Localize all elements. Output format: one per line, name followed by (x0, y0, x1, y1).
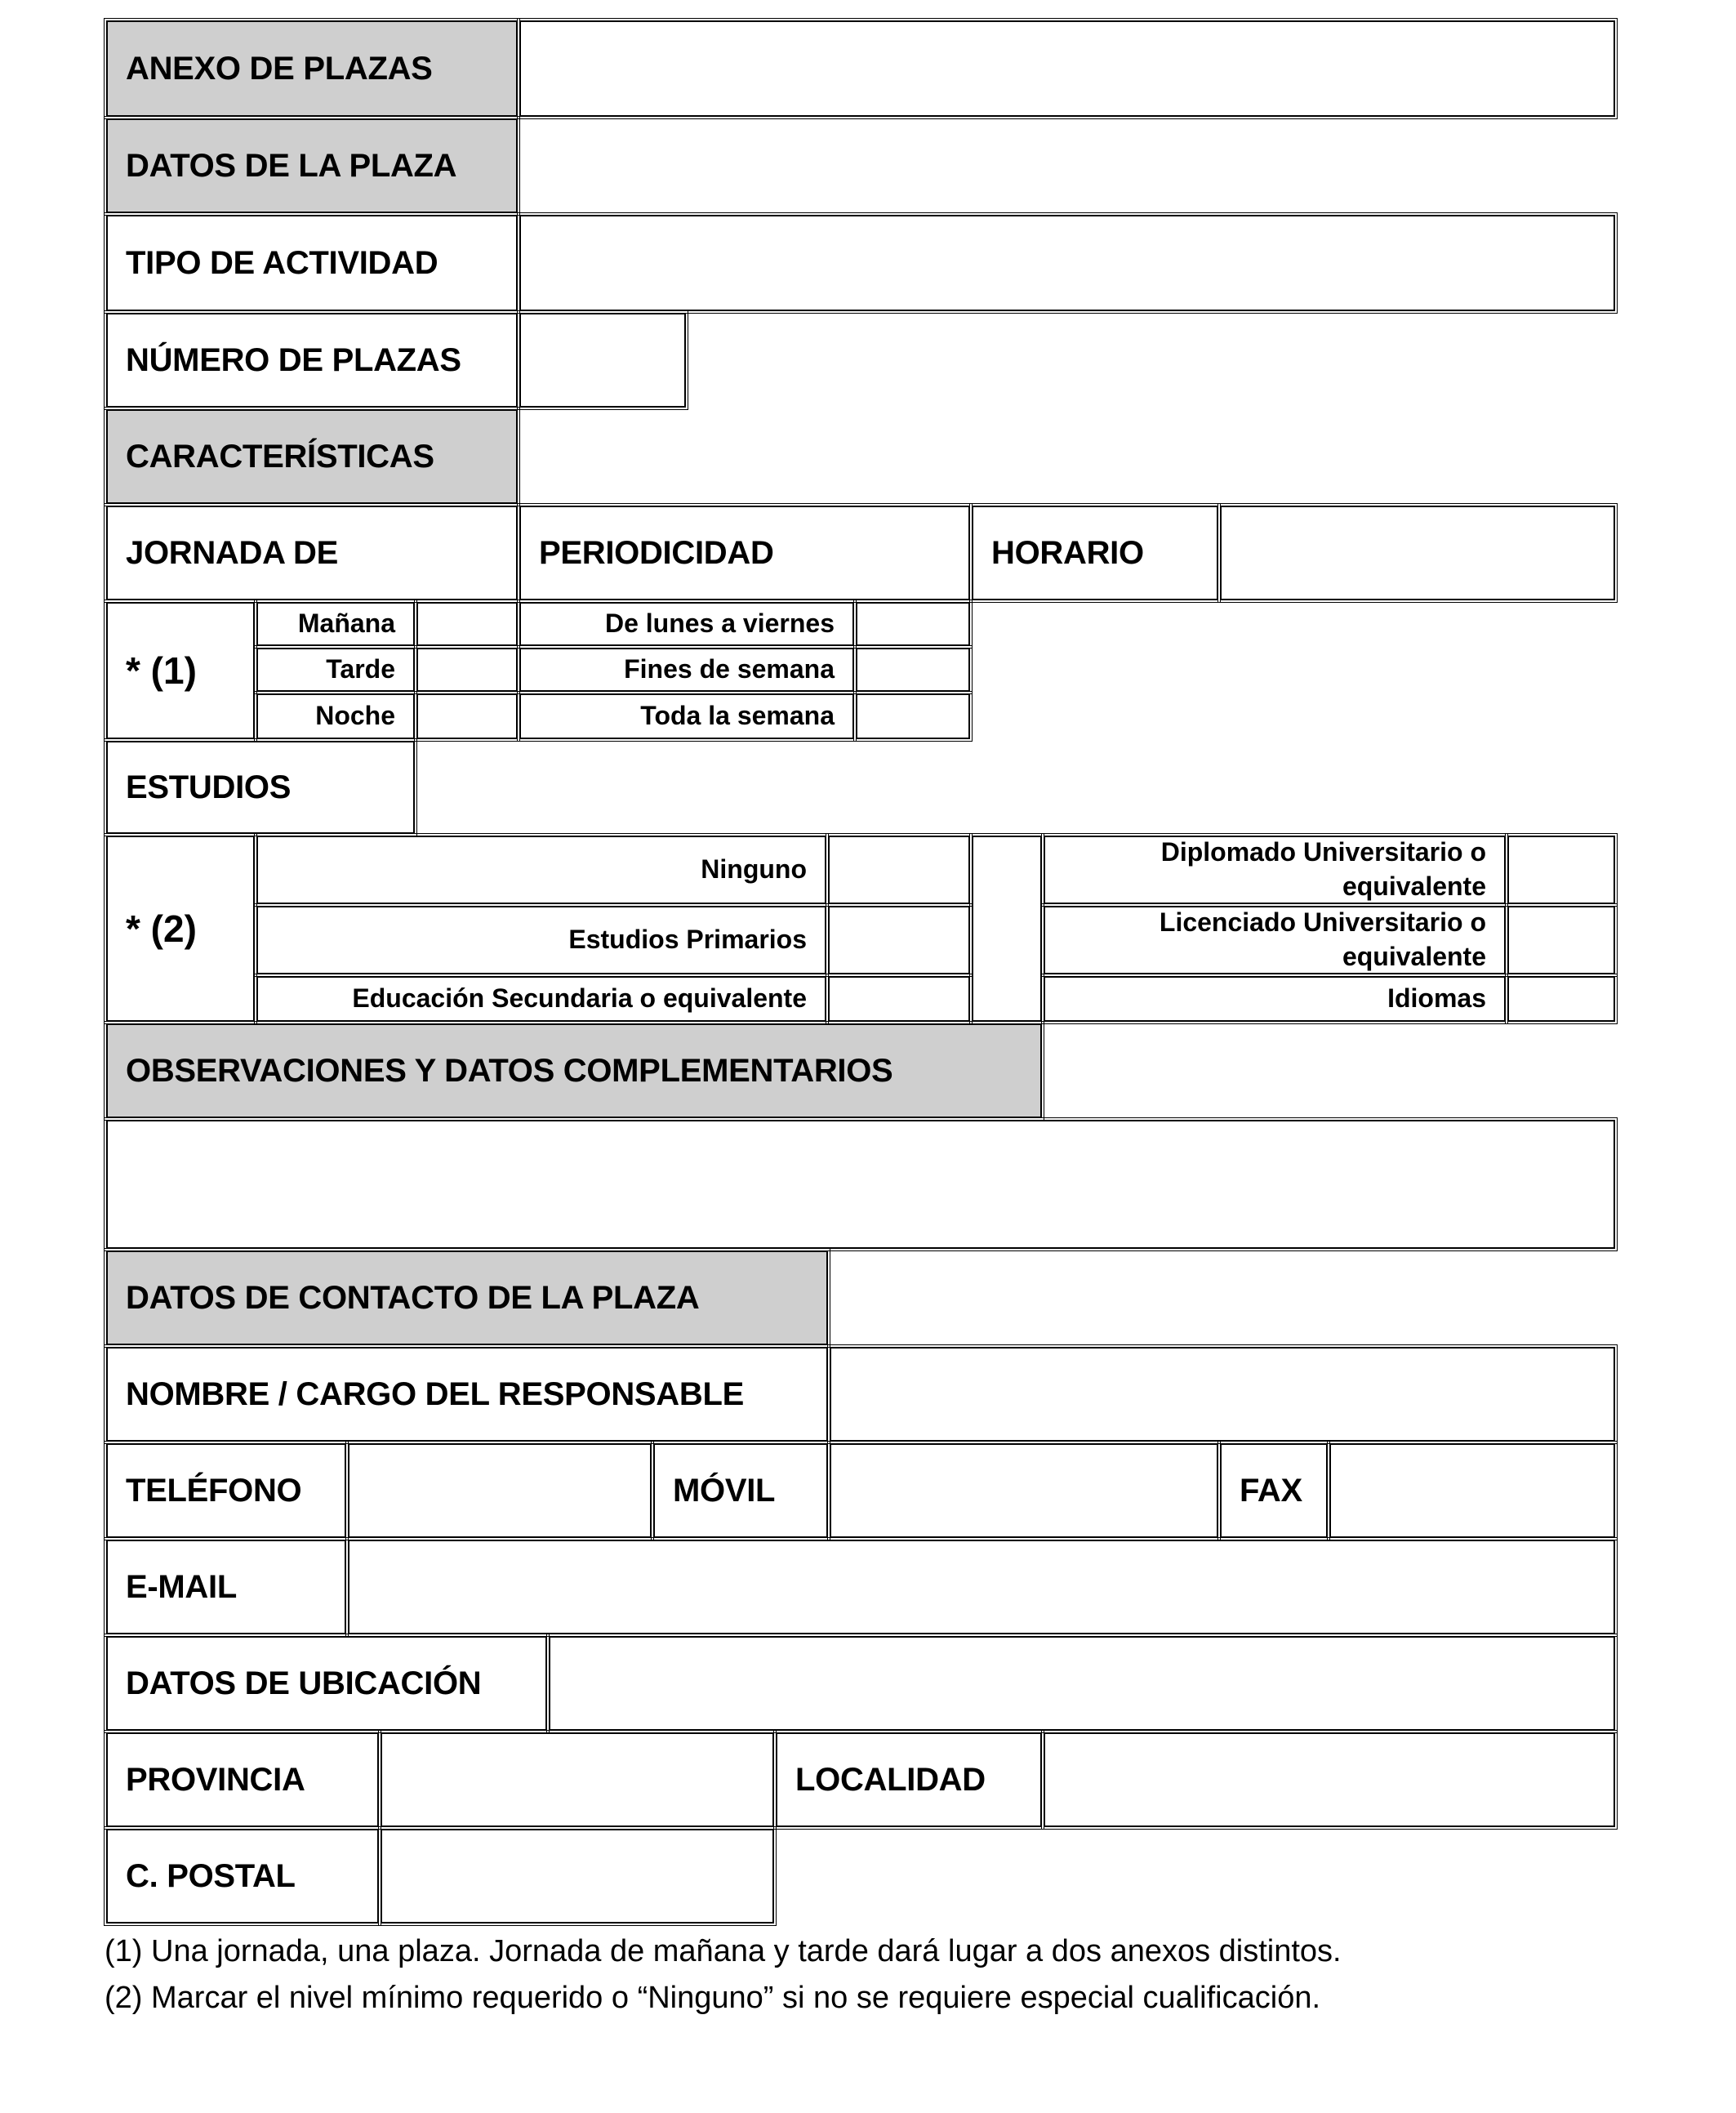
estudios-option-checkbox[interactable] (828, 976, 970, 1022)
estudios-option-label: Diplomado Universitario o equivalente (1044, 836, 1506, 904)
estudios-option-label: Idiomas (1044, 976, 1506, 1022)
jornada-option-label: Noche (256, 693, 415, 739)
caracteristicas-label: CARACTERÍSTICAS (106, 409, 518, 504)
footnote-1: (1) Una jornada, una plaza. Jornada de mañana y tarde dará lugar a dos anexos distintos. (105, 1934, 1342, 1968)
responsable-label: NOMBRE / CARGO DEL RESPONSABLE (106, 1347, 828, 1442)
periodicidad-option-label: Fines de semana (519, 648, 854, 692)
estudios-option-checkbox[interactable] (828, 836, 970, 904)
horario-label: HORARIO (972, 506, 1218, 600)
jornada-option-label: Tarde (256, 648, 415, 692)
tipo-actividad-label: TIPO DE ACTIVIDAD (106, 215, 518, 311)
fax-field[interactable] (1329, 1443, 1615, 1538)
observaciones-label: OBSERVACIONES Y DATOS COMPLEMENTARIOS (106, 1023, 1042, 1118)
codigo-postal-label: C. POSTAL (106, 1829, 379, 1924)
provincia-field[interactable] (381, 1732, 774, 1827)
estudios-option-checkbox[interactable] (1507, 906, 1615, 974)
horario-field[interactable] (1220, 506, 1615, 600)
email-field[interactable] (348, 1540, 1615, 1634)
jornada-label: JORNADA DE (106, 506, 518, 600)
localidad-field[interactable] (1044, 1732, 1615, 1827)
numero-plazas-label: NÚMERO DE PLAZAS (106, 313, 518, 408)
localidad-label: LOCALIDAD (776, 1732, 1042, 1827)
jornada-marker: * (1) (106, 602, 255, 739)
numero-plazas-field[interactable] (519, 313, 686, 408)
jornada-option-label: Mañana (256, 602, 415, 646)
telefono-field[interactable] (348, 1443, 652, 1538)
estudios-option-label: Educación Secundaria o equivalente (256, 976, 826, 1022)
periodicidad-option-checkbox[interactable] (856, 602, 970, 646)
estudios-option-label: Licenciado Universitario o equivalente (1044, 906, 1506, 974)
periodicidad-option-label: Toda la semana (519, 693, 854, 739)
observaciones-field[interactable] (106, 1120, 1615, 1249)
tipo-actividad-field[interactable] (519, 215, 1615, 311)
anexo-de-plazas-field[interactable] (519, 20, 1615, 117)
movil-field[interactable] (830, 1443, 1218, 1538)
movil-label: MÓVIL (653, 1443, 828, 1538)
estudios-marker: * (2) (106, 836, 255, 1022)
anexo-de-plazas-label: ANEXO DE PLAZAS (106, 20, 518, 117)
estudios-option-checkbox[interactable] (1507, 976, 1615, 1022)
jornada-option-checkbox[interactable] (416, 693, 518, 739)
datos-de-la-plaza-label: DATOS DE LA PLAZA (106, 118, 518, 213)
estudios-option-label: Ninguno (256, 836, 826, 904)
datos-ubicacion-label: DATOS DE UBICACIÓN (106, 1636, 547, 1731)
responsable-field[interactable] (830, 1347, 1615, 1442)
jornada-option-checkbox[interactable] (416, 602, 518, 646)
periodicidad-label: PERIODICIDAD (519, 506, 970, 600)
estudios-option-label: Estudios Primarios (256, 906, 826, 974)
periodicidad-option-label: De lunes a viernes (519, 602, 854, 646)
estudios-divider-cell (972, 836, 1042, 1022)
footnote-2: (2) Marcar el nivel mínimo requerido o “Ninguno” si no se requiere especial cualificación. (105, 1981, 1321, 2015)
jornada-option-checkbox[interactable] (416, 648, 518, 692)
periodicidad-option-checkbox[interactable] (856, 648, 970, 692)
fax-label: FAX (1220, 1443, 1328, 1538)
codigo-postal-field[interactable] (381, 1829, 774, 1924)
provincia-label: PROVINCIA (106, 1732, 379, 1827)
datos-contacto-label: DATOS DE CONTACTO DE LA PLAZA (106, 1250, 828, 1345)
email-label: E-MAIL (106, 1540, 346, 1634)
estudios-label: ESTUDIOS (106, 741, 415, 834)
periodicidad-option-checkbox[interactable] (856, 693, 970, 739)
estudios-option-checkbox[interactable] (828, 906, 970, 974)
datos-ubicacion-field[interactable] (549, 1636, 1615, 1731)
telefono-label: TELÉFONO (106, 1443, 346, 1538)
estudios-option-checkbox[interactable] (1507, 836, 1615, 904)
